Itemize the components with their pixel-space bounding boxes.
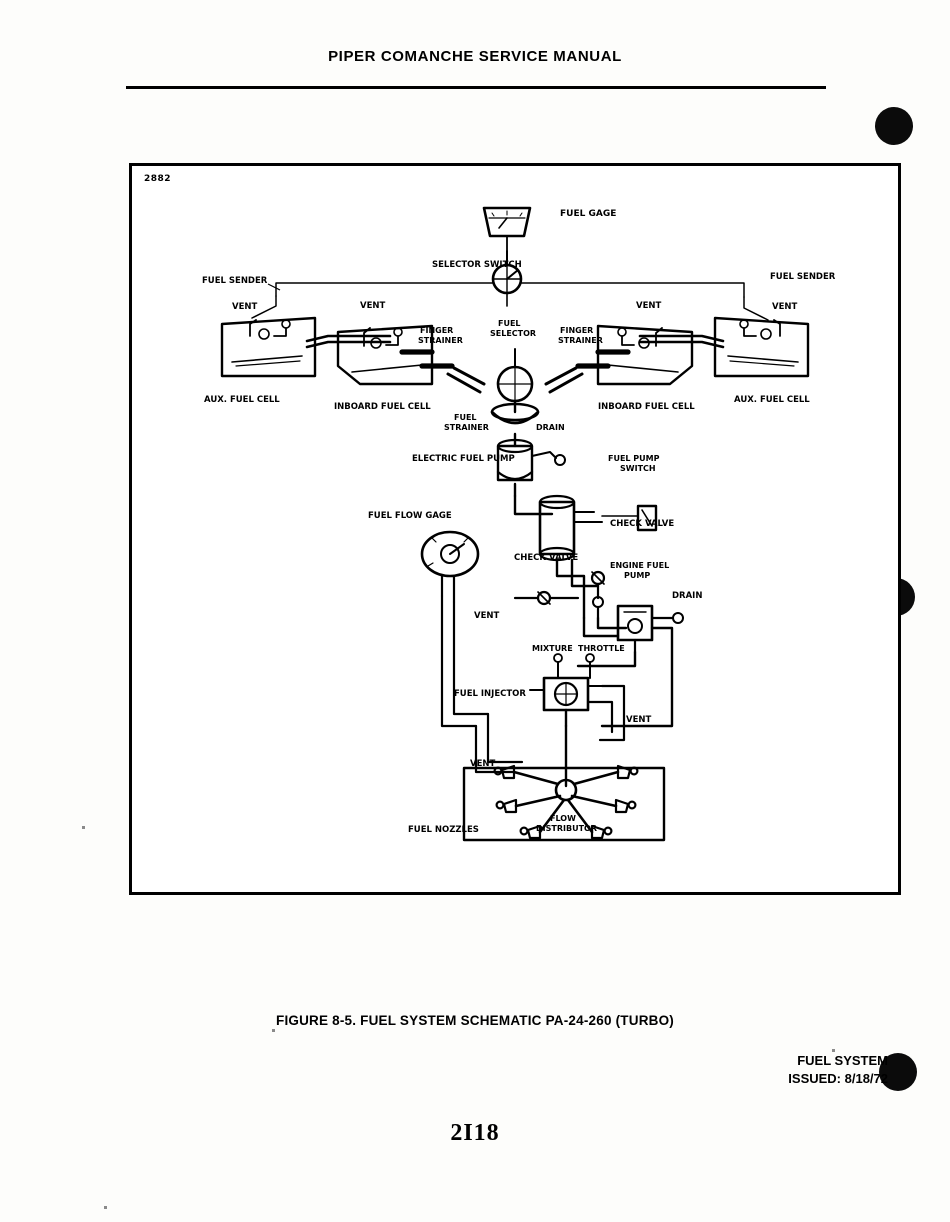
figure-caption: FIGURE 8-5. FUEL SYSTEM SCHEMATIC PA-24-260 (TURBO) xyxy=(276,1013,674,1028)
label-selector-switch: SELECTOR SWITCH xyxy=(432,260,522,270)
label-flow-distributor-2: DISTRIBUTOR xyxy=(536,824,597,833)
figure-number-tag: 2882 xyxy=(144,174,172,184)
label-mixture: MIXTURE xyxy=(532,644,573,653)
footer-block xyxy=(788,1052,888,1087)
label-fuel-strainer: FUEL xyxy=(454,413,477,422)
label-fuel-selector: FUEL xyxy=(498,319,521,328)
label-finger-strainer-right-2: STRAINER xyxy=(558,336,603,345)
label-fuel-nozzles: FUEL NOZZLES xyxy=(408,825,479,835)
label-aux-fuel-cell-left: AUX. FUEL CELL xyxy=(204,395,280,405)
label-vent-aux-right: VENT xyxy=(772,302,798,312)
label-vent-right-lower: VENT xyxy=(626,715,652,725)
label-finger-strainer-left-2: STRAINER xyxy=(418,336,463,345)
figure-frame xyxy=(129,163,901,895)
label-aux-fuel-cell-right: AUX. FUEL CELL xyxy=(734,395,810,405)
label-vent-mid: VENT xyxy=(474,611,500,621)
label-fuel-pump-switch: FUEL PUMP xyxy=(608,454,660,463)
electric-fuel-pump xyxy=(540,496,602,560)
label-fuel-sender-left: FUEL SENDER xyxy=(202,276,268,286)
page-header-title: PIPER COMANCHE SERVICE MANUAL xyxy=(328,48,622,65)
label-drain-strainer: DRAIN xyxy=(536,423,565,432)
scan-artifact xyxy=(82,826,85,829)
label-fuel-sender-right: FUEL SENDER xyxy=(770,272,836,282)
fuel-system-schematic xyxy=(132,166,898,892)
fuel-flow-gage xyxy=(422,532,478,602)
label-vent-inboard-right: VENT xyxy=(636,301,662,311)
label-fuel-selector-2: SELECTOR xyxy=(490,329,537,338)
footer-section: FUEL SYSTEM xyxy=(797,1053,888,1068)
label-fuel-pump-switch-2: SWITCH xyxy=(620,464,656,473)
label-fuel-injector: FUEL INJECTOR xyxy=(454,689,526,699)
label-finger-strainer-right: FINGER xyxy=(560,326,594,335)
label-throttle: THROTTLE xyxy=(578,644,625,653)
check-valve-right xyxy=(592,572,604,618)
label-drain-engine-pump: DRAIN xyxy=(672,591,703,601)
label-vent-aux-left: VENT xyxy=(232,302,258,312)
page-number: 2I18 xyxy=(450,1120,500,1146)
check-valve-left xyxy=(515,592,578,604)
label-check-valve-right: CHECK VALVE xyxy=(610,519,675,529)
binder-hole xyxy=(875,107,913,145)
label-vent-inboard-left: VENT xyxy=(360,301,386,311)
footer-issued: ISSUED: 8/18/72 xyxy=(788,1070,888,1086)
fuel-strainer xyxy=(498,440,565,496)
scan-artifact xyxy=(272,1029,275,1032)
mixture-control xyxy=(554,654,562,678)
fuel-gage-icon xyxy=(484,208,530,236)
aux-fuel-cell-left xyxy=(222,318,315,376)
label-inboard-fuel-cell-right: INBOARD FUEL CELL xyxy=(598,402,695,412)
label-engine-fuel-pump: ENGINE FUEL xyxy=(610,561,670,570)
label-finger-strainer-left: FINGER xyxy=(420,326,454,335)
scan-artifact xyxy=(832,1049,835,1052)
label-inboard-fuel-cell-left: INBOARD FUEL CELL xyxy=(334,402,431,412)
label-engine-fuel-pump-2: PUMP xyxy=(624,571,651,580)
label-electric-fuel-pump: ELECTRIC FUEL PUMP xyxy=(412,454,515,464)
label-check-valve-left: CHECK VALVE xyxy=(514,553,579,563)
label-fuel-gage: FUEL GAGE xyxy=(560,209,617,219)
label-fuel-strainer-2: STRAINER xyxy=(444,423,489,432)
engine-fuel-pump xyxy=(618,606,683,652)
aux-fuel-cell-right xyxy=(715,318,808,376)
label-fuel-flow-gage: FUEL FLOW GAGE xyxy=(368,511,452,521)
header-divider xyxy=(126,86,826,89)
label-vent-left-lower: VENT xyxy=(470,759,496,769)
scan-artifact xyxy=(104,1206,107,1209)
label-flow-distributor: FLOW xyxy=(550,814,576,823)
